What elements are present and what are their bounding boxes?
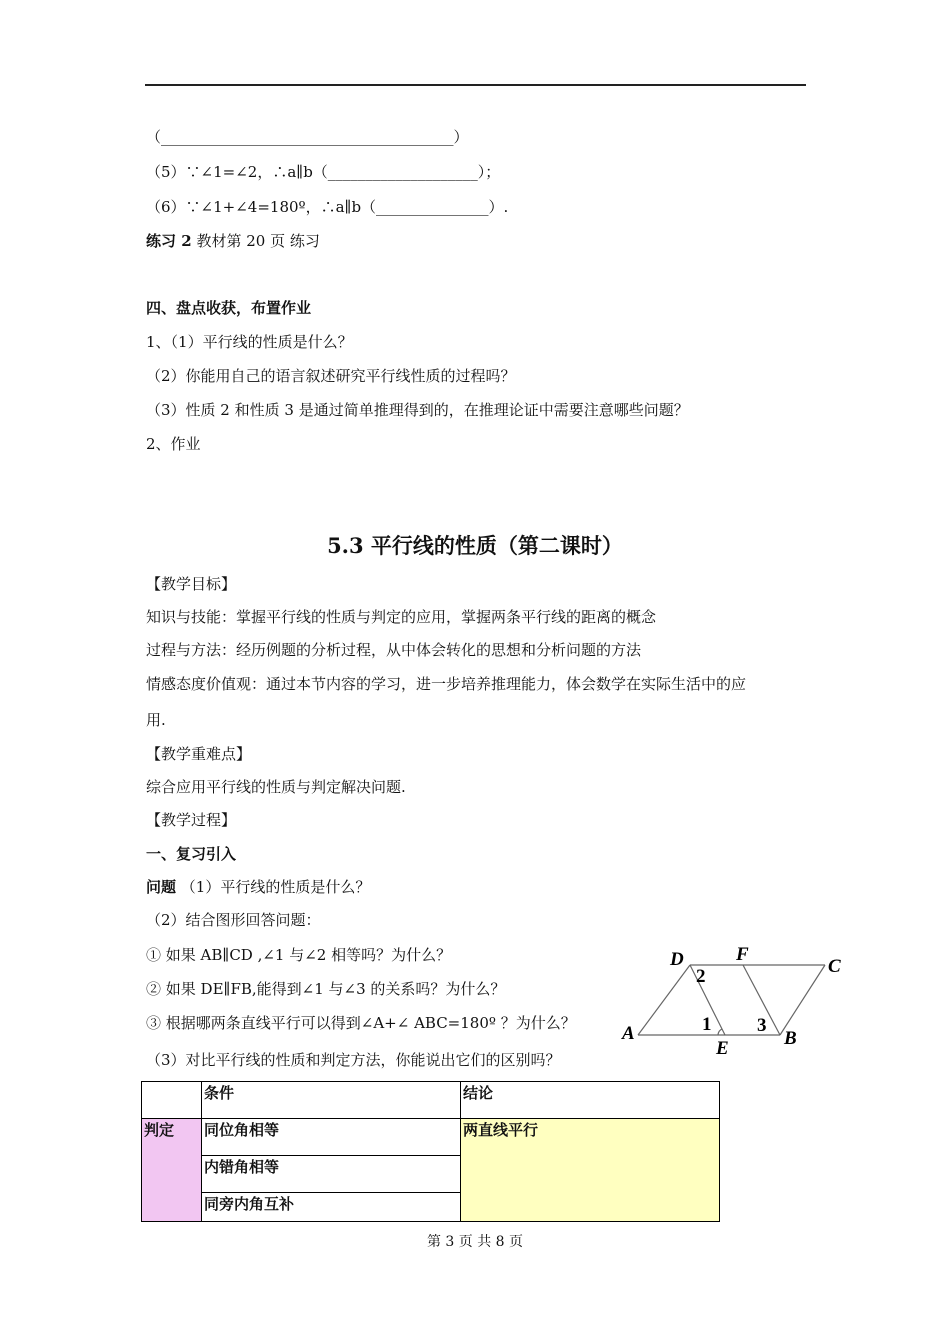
question-1 <box>146 877 370 897</box>
top-rule <box>145 84 806 86</box>
label-d: D <box>670 949 684 970</box>
label-a: A <box>622 1023 635 1044</box>
lesson-title: 5.3 平行线的性质（第二课时） <box>327 533 623 558</box>
exercise-6: （6）∵∠1+∠4=180º，∴a∥b（_______________）. <box>146 198 509 216</box>
summary-q2: （2）你能用自己的语言叙述研究平行线性质的过程吗？ <box>146 367 516 385</box>
header-conclusion: 结论 <box>461 1082 720 1119</box>
segment-ad <box>638 965 690 1035</box>
question-3: （3）对比平行线的性质和判定方法，你能说出它们的区别吗？ <box>146 1051 561 1069</box>
question-2: （2）结合图形回答问题： <box>146 911 321 929</box>
geometry-figure <box>618 943 848 1058</box>
angle-arc <box>718 1029 722 1035</box>
practice-2 <box>146 231 320 251</box>
label-f: F <box>736 944 749 965</box>
practice-text: 教材第 20 页 练习 <box>191 232 320 250</box>
condition-corresponding: 同位角相等 <box>202 1119 461 1156</box>
objective-attitude: 情感态度价值观：通过本节内容的学习，进一步培养推理能力，体会数学在实际生活中的应 <box>146 675 747 693</box>
question-label: 问题 <box>146 878 177 896</box>
homework: 2、作业 <box>146 435 201 453</box>
row-label-determination: 判定 <box>142 1119 202 1222</box>
objective-attitude-cont: 用. <box>146 711 166 729</box>
table-header-row <box>142 1082 720 1119</box>
page-footer: 第 3 页 共 8 页 <box>426 1234 524 1250</box>
question-2-a: ① 如果 AB∥CD ,∠1 与∠2 相等吗？为什么？ <box>146 946 452 964</box>
segment-bc <box>780 965 825 1035</box>
section-one-heading: 一、复习引入 <box>146 845 237 863</box>
label-b: B <box>784 1028 797 1049</box>
question-text: （1）平行线的性质是什么？ <box>176 878 371 896</box>
process-heading: 【教学过程】 <box>146 811 237 829</box>
summary-q1: 1、（1）平行线的性质是什么？ <box>146 333 353 351</box>
condition-co-interior: 同旁内角互补 <box>202 1193 461 1222</box>
objective-process: 过程与方法：经历例题的分析过程，从中体会转化的思想和分析问题的方法 <box>146 641 642 659</box>
comparison-table <box>141 1081 720 1222</box>
label-c: C <box>828 956 841 977</box>
header-empty <box>142 1082 202 1119</box>
key-points-heading: 【教学重难点】 <box>146 745 252 763</box>
section-four-heading: 四、盘点收获，布置作业 <box>146 299 312 317</box>
question-2-c: ③ 根据哪两条直线平行可以得到∠A+∠ ABC=180º ？为什么？ <box>146 1014 576 1032</box>
objectives-heading: 【教学目标】 <box>146 575 237 593</box>
header-condition: 条件 <box>202 1082 461 1119</box>
table-row <box>142 1119 720 1156</box>
parallelogram-diagram <box>618 943 848 1058</box>
label-angle-1: 1 <box>702 1014 712 1035</box>
summary-q3: （3）性质 2 和性质 3 是通过简单推理得到的，在推理论证中需要注意哪些问题？ <box>146 401 689 419</box>
label-angle-2: 2 <box>696 966 706 987</box>
condition-alternate: 内错角相等 <box>202 1156 461 1193</box>
blank-line: （_______________________________________） <box>146 128 469 146</box>
practice-label: 练习 2 <box>146 232 192 250</box>
label-angle-3: 3 <box>757 1015 767 1036</box>
objective-knowledge: 知识与技能：掌握平行线的性质与判定的应用，掌握两条平行线的距离的概念 <box>146 608 657 626</box>
conclusion-parallel: 两直线平行 <box>461 1119 720 1222</box>
label-e: E <box>716 1038 729 1058</box>
key-points: 综合应用平行线的性质与判定解决问题. <box>146 778 406 796</box>
question-2-b: ② 如果 DE∥FB,能得到∠1 与∠3 的关系吗？为什么？ <box>146 980 506 998</box>
exercise-5: （5）∵∠1=∠2，∴a∥b（____________________）； <box>146 163 501 181</box>
